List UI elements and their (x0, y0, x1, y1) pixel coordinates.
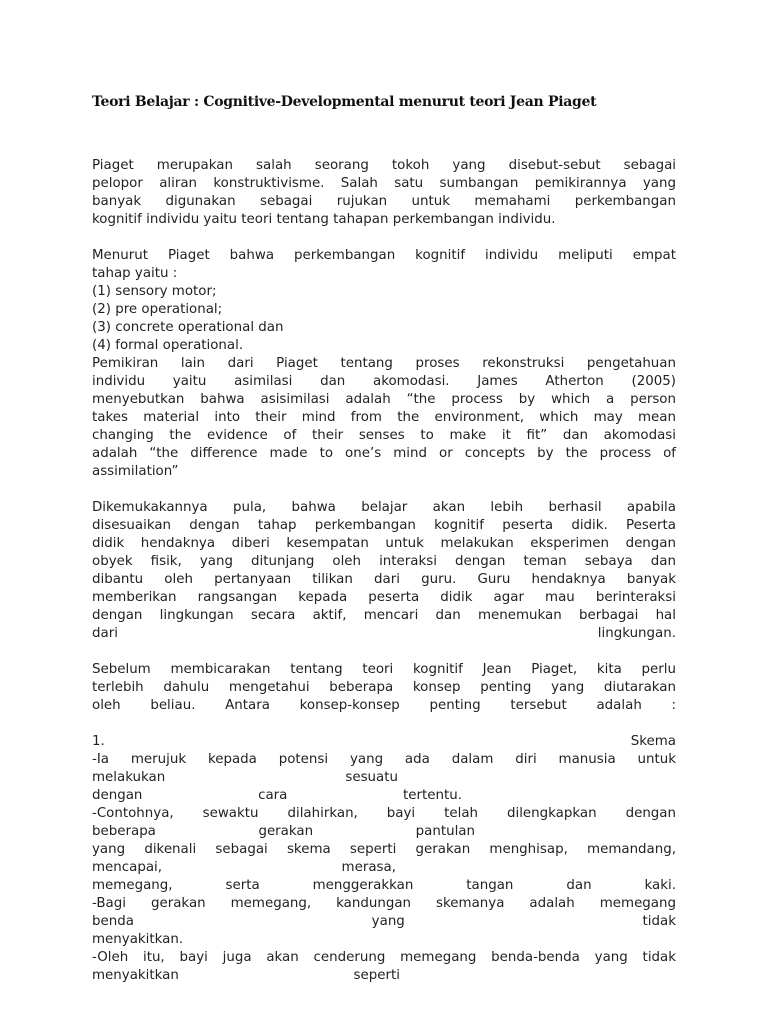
text-line: banyak digunakan sebagai rujukan untuk memahami perkembangan (92, 194, 676, 209)
text-line: changing the evidence of their senses to make it fit” dan akomodasi (92, 428, 676, 443)
text-line: obyek fisik, yang ditunjang oleh interaksi dengan teman sebaya dan (92, 554, 676, 569)
text-line: (4) formal operational. (92, 338, 244, 353)
text-line: Piaget merupakan salah seorang tokoh yang disebut-sebut sebagai (92, 158, 676, 173)
text-line: kognitif individu yaitu teori tentang tahapan perkembangan individu. (92, 212, 556, 227)
text-line: (3) concrete operational dan (92, 320, 284, 335)
text-line: memberikan rangsangan kepada peserta didik agar mau berinteraksi (92, 590, 676, 605)
text-line: mencapai, merasa, (92, 860, 396, 875)
text-line: dari lingkungan. (92, 626, 676, 641)
blank-line (92, 643, 676, 661)
text-line: (1) sensory motor; (92, 284, 217, 299)
text-line: dengan lingkungan secara aktif, mencari dan menemukan berbagai hal (92, 608, 676, 623)
text-line: individu yaitu asimilasi dan akomodasi. James Atherton (2005) (92, 374, 676, 389)
text-line: Dikemukakannya pula, bahwa belajar akan lebih berhasil apabila (92, 500, 676, 515)
text-line: -Bagi gerakan memegang, kandungan skemanya adalah memegang (92, 896, 676, 911)
text-line: takes material into their mind from the environment, which may mean (92, 410, 676, 425)
text-line: menyebutkan bahwa asisimilasi adalah “the process by which a person (92, 392, 676, 407)
text-line: terlebih dahulu mengetahui beberapa konsep penting yang diutarakan (92, 680, 676, 695)
text-line: melakukan sesuatu (92, 770, 398, 785)
text-line: Menurut Piaget bahwa perkembangan kognitif individu meliputi empat (92, 248, 676, 263)
text-line: tahap yaitu : (92, 266, 178, 281)
text-line: benda yang tidak (92, 914, 676, 929)
text-line: didik hendaknya diberi kesempatan untuk melakukan eksperimen dengan (92, 536, 676, 551)
text-line: disesuaikan dengan tahap perkembangan kognitif peserta didik. Peserta (92, 518, 676, 533)
text-line: menyakitkan seperti (92, 968, 400, 983)
text-line: assimilation” (92, 464, 179, 479)
text-line: -Ia merujuk kepada potensi yang ada dalam diri manusia untuk (92, 752, 676, 767)
text-line: (2) pre operational; (92, 302, 223, 317)
text-line: 1. Skema (92, 734, 676, 749)
blank-line (92, 481, 676, 499)
text-line: dengan cara tertentu. (92, 788, 462, 803)
text-line: -Oleh itu, bayi juga akan cenderung memegang benda-benda yang tidak (92, 950, 676, 965)
text-line: Pemikiran lain dari Piaget tentang proses rekonstruksi pengetahuan (92, 356, 676, 371)
document-body (92, 157, 676, 985)
text-line: pelopor aliran konstruktivisme. Salah satu sumbangan pemikirannya yang (92, 176, 676, 191)
document-title: Teori Belajar : Cognitive-Developmental menurut teori Jean Piaget (92, 94, 597, 110)
text-line: yang dikenali sebagai skema seperti gerakan menghisap, memandang, (92, 842, 676, 857)
text-line: oleh beliau. Antara konsep-konsep penting tersebut adalah : (92, 698, 676, 713)
blank-line (92, 715, 676, 733)
text-line: memegang, serta menggerakkan tangan dan kaki. (92, 878, 676, 893)
text-line: Sebelum membicarakan tentang teori kognitif Jean Piaget, kita perlu (92, 662, 676, 677)
text-line: beberapa gerakan pantulan (92, 824, 475, 839)
blank-line (92, 229, 676, 247)
text-line: -Contohnya, sewaktu dilahirkan, bayi telah dilengkapkan dengan (92, 806, 676, 821)
text-line: adalah “the difference made to one’s mind or concepts by the process of (92, 446, 676, 461)
text-line: menyakitkan. (92, 932, 184, 947)
text-line: dibantu oleh pertanyaan tilikan dari guru. Guru hendaknya banyak (92, 572, 676, 587)
